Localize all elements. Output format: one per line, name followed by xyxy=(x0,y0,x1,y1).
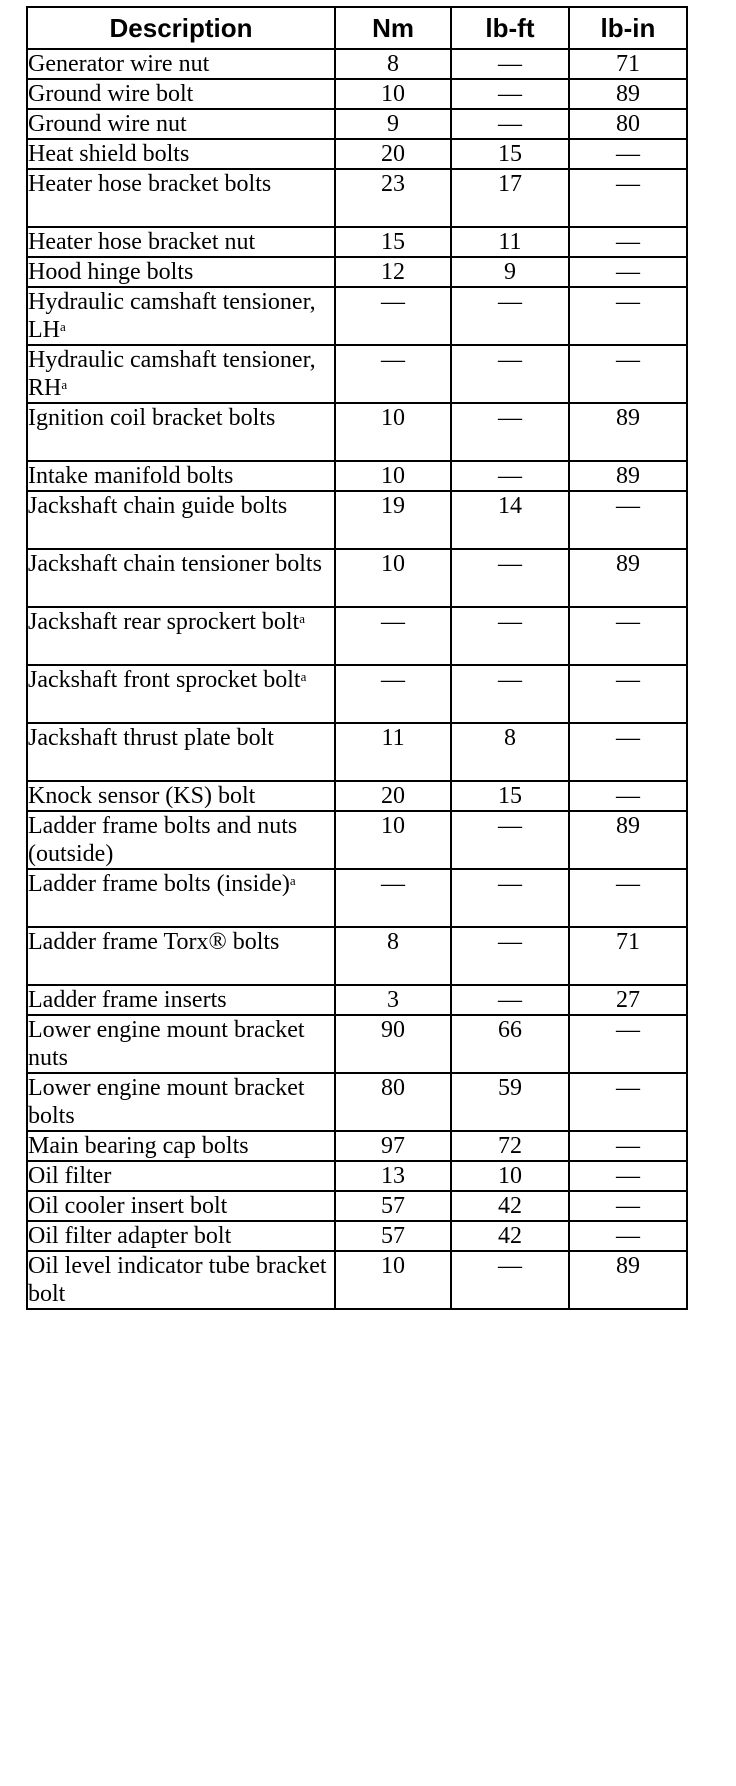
description-cell xyxy=(27,1191,335,1221)
footnote-marker: a xyxy=(61,377,68,392)
description-text: Heater hose bracket bolts xyxy=(28,171,272,197)
nm-cell: 10 xyxy=(335,811,451,869)
description-text: Ladder frame inserts xyxy=(28,987,227,1013)
lbft-cell: — xyxy=(451,549,569,607)
description-cell xyxy=(27,1221,335,1251)
lbft-cell: 9 xyxy=(451,257,569,287)
table-row xyxy=(27,461,687,491)
description-text: Ground wire bolt xyxy=(28,81,194,107)
nm-cell: 9 xyxy=(335,109,451,139)
nm-cell: 80 xyxy=(335,1073,451,1131)
description-text: Generator wire nut xyxy=(28,51,210,77)
lbin-cell: 89 xyxy=(569,1251,687,1309)
footnote-marker: a xyxy=(300,669,307,684)
lbft-cell: 11 xyxy=(451,227,569,257)
description-cell xyxy=(27,665,335,723)
description-text: Oil filter xyxy=(28,1163,112,1189)
description-text: Knock sensor (KS) bolt xyxy=(28,783,256,809)
description-cell xyxy=(27,287,335,345)
description-cell xyxy=(27,1015,335,1073)
lbin-cell: — xyxy=(569,139,687,169)
nm-cell: — xyxy=(335,345,451,403)
nm-cell: 11 xyxy=(335,723,451,781)
description-text: Oil cooler insert bolt xyxy=(28,1193,228,1219)
lbin-cell: — xyxy=(569,1131,687,1161)
lbft-cell: — xyxy=(451,461,569,491)
lbft-cell: 15 xyxy=(451,781,569,811)
nm-cell: — xyxy=(335,869,451,927)
description-text: Intake manifold bolts xyxy=(28,463,234,489)
description-cell xyxy=(27,1073,335,1131)
description-cell xyxy=(27,345,335,403)
table-row xyxy=(27,1073,687,1131)
lbft-cell: — xyxy=(451,79,569,109)
lbin-cell: — xyxy=(569,665,687,723)
table-row xyxy=(27,257,687,287)
table-row xyxy=(27,1161,687,1191)
lbft-cell: — xyxy=(451,665,569,723)
header-nm: Nm xyxy=(335,7,451,49)
description-text: Hydraulic camshaft tensioner, LH xyxy=(28,289,316,343)
table-row xyxy=(27,927,687,985)
lbin-cell: 71 xyxy=(569,49,687,79)
lbin-cell: — xyxy=(569,1221,687,1251)
description-cell xyxy=(27,227,335,257)
lbft-cell: 59 xyxy=(451,1073,569,1131)
description-text: Jackshaft rear sprockert bolt xyxy=(28,609,300,635)
description-cell xyxy=(27,109,335,139)
table-row xyxy=(27,169,687,227)
lbft-cell: — xyxy=(451,403,569,461)
table-row xyxy=(27,985,687,1015)
lbft-cell: — xyxy=(451,1251,569,1309)
description-cell xyxy=(27,403,335,461)
description-text: Heat shield bolts xyxy=(28,141,190,167)
lbin-cell: — xyxy=(569,1015,687,1073)
nm-cell: 15 xyxy=(335,227,451,257)
table-row xyxy=(27,403,687,461)
lbft-cell: 72 xyxy=(451,1131,569,1161)
header-lbft: lb-ft xyxy=(451,7,569,49)
lbft-cell: 15 xyxy=(451,139,569,169)
table-row xyxy=(27,49,687,79)
lbft-cell: 17 xyxy=(451,169,569,227)
table-row xyxy=(27,345,687,403)
description-cell xyxy=(27,607,335,665)
table-body xyxy=(27,49,687,1309)
description-text: Ignition coil bracket bolts xyxy=(28,405,276,431)
lbft-cell: 42 xyxy=(451,1221,569,1251)
description-text: Hood hinge bolts xyxy=(28,259,194,285)
lbin-cell: — xyxy=(569,1073,687,1131)
table-row xyxy=(27,665,687,723)
description-cell xyxy=(27,257,335,287)
table-row xyxy=(27,1015,687,1073)
nm-cell: 19 xyxy=(335,491,451,549)
nm-cell: 10 xyxy=(335,549,451,607)
nm-cell: 10 xyxy=(335,79,451,109)
description-text: Oil filter adapter bolt xyxy=(28,1223,232,1249)
lbft-cell: — xyxy=(451,927,569,985)
lbft-cell: — xyxy=(451,607,569,665)
lbin-cell: 80 xyxy=(569,109,687,139)
lbin-cell: — xyxy=(569,1191,687,1221)
nm-cell: 10 xyxy=(335,1251,451,1309)
lbft-cell: — xyxy=(451,811,569,869)
nm-cell: 97 xyxy=(335,1131,451,1161)
description-text: Main bearing cap bolts xyxy=(28,1133,249,1159)
description-cell xyxy=(27,1131,335,1161)
table-row xyxy=(27,1191,687,1221)
description-cell xyxy=(27,491,335,549)
description-cell xyxy=(27,723,335,781)
table-row xyxy=(27,1221,687,1251)
description-text: Lower engine mount bracket bolts xyxy=(28,1075,305,1129)
lbin-cell: — xyxy=(569,869,687,927)
nm-cell: 20 xyxy=(335,139,451,169)
description-text: Ground wire nut xyxy=(28,111,187,137)
description-cell xyxy=(27,139,335,169)
header-lbin: lb-in xyxy=(569,7,687,49)
lbft-cell: 66 xyxy=(451,1015,569,1073)
lbin-cell: — xyxy=(569,287,687,345)
lbin-cell: 89 xyxy=(569,79,687,109)
table-row xyxy=(27,287,687,345)
nm-cell: — xyxy=(335,665,451,723)
description-text: Heater hose bracket nut xyxy=(28,229,256,255)
description-text: Jackshaft thrust plate bolt xyxy=(28,725,274,751)
description-cell xyxy=(27,869,335,927)
lbin-cell: — xyxy=(569,1161,687,1191)
lbin-cell: — xyxy=(569,723,687,781)
table-row xyxy=(27,491,687,549)
description-cell xyxy=(27,1161,335,1191)
nm-cell: 3 xyxy=(335,985,451,1015)
table-row xyxy=(27,781,687,811)
lbft-cell: — xyxy=(451,109,569,139)
lbin-cell: — xyxy=(569,345,687,403)
description-text: Ladder frame bolts (inside) xyxy=(28,871,290,897)
table-header-row xyxy=(27,7,687,49)
table-row xyxy=(27,723,687,781)
lbft-cell: — xyxy=(451,985,569,1015)
nm-cell: 13 xyxy=(335,1161,451,1191)
nm-cell: 23 xyxy=(335,169,451,227)
nm-cell: 57 xyxy=(335,1191,451,1221)
table-row xyxy=(27,549,687,607)
lbft-cell: — xyxy=(451,869,569,927)
nm-cell: 10 xyxy=(335,461,451,491)
nm-cell: 10 xyxy=(335,403,451,461)
lbin-cell: 89 xyxy=(569,461,687,491)
torque-spec-table-container xyxy=(26,6,688,1310)
nm-cell: 8 xyxy=(335,927,451,985)
description-cell xyxy=(27,985,335,1015)
description-cell xyxy=(27,1251,335,1309)
description-text: Ladder frame bolts and nuts (outside) xyxy=(28,813,298,867)
description-cell xyxy=(27,461,335,491)
nm-cell: 57 xyxy=(335,1221,451,1251)
lbin-cell: 71 xyxy=(569,927,687,985)
lbin-cell: 27 xyxy=(569,985,687,1015)
footnote-marker: a xyxy=(289,873,296,888)
description-text: Jackshaft chain tensioner bolts xyxy=(28,551,322,577)
nm-cell: 90 xyxy=(335,1015,451,1073)
table-row xyxy=(27,139,687,169)
table-row xyxy=(27,79,687,109)
table-row xyxy=(27,869,687,927)
lbin-cell: 89 xyxy=(569,403,687,461)
table-row xyxy=(27,1131,687,1161)
nm-cell: — xyxy=(335,607,451,665)
description-cell xyxy=(27,781,335,811)
lbft-cell: 14 xyxy=(451,491,569,549)
footnote-marker: a xyxy=(299,611,305,626)
description-text: Lower engine mount bracket nuts xyxy=(28,1017,305,1071)
description-text: Ladder frame Torx® bolts xyxy=(28,929,280,955)
lbft-cell: 8 xyxy=(451,723,569,781)
description-cell xyxy=(27,811,335,869)
nm-cell: 8 xyxy=(335,49,451,79)
lbin-cell: — xyxy=(569,257,687,287)
lbin-cell: 89 xyxy=(569,549,687,607)
lbin-cell: — xyxy=(569,607,687,665)
lbin-cell: — xyxy=(569,781,687,811)
lbft-cell: 10 xyxy=(451,1161,569,1191)
table-row xyxy=(27,811,687,869)
description-text: Jackshaft chain guide bolts xyxy=(28,493,288,519)
description-text: Oil level indicator tube bracket bolt xyxy=(28,1253,327,1307)
description-cell xyxy=(27,169,335,227)
description-cell xyxy=(27,49,335,79)
lbft-cell: — xyxy=(451,287,569,345)
lbft-cell: — xyxy=(451,345,569,403)
torque-spec-table xyxy=(26,6,688,1310)
nm-cell: 12 xyxy=(335,257,451,287)
lbin-cell: — xyxy=(569,227,687,257)
description-text: Hydraulic camshaft tensioner, RH xyxy=(28,347,316,401)
table-row xyxy=(27,227,687,257)
header-description: Description xyxy=(27,7,335,49)
table-row xyxy=(27,1251,687,1309)
nm-cell: — xyxy=(335,287,451,345)
table-row xyxy=(27,109,687,139)
footnote-marker: a xyxy=(60,319,66,334)
nm-cell: 20 xyxy=(335,781,451,811)
lbin-cell: — xyxy=(569,169,687,227)
lbin-cell: 89 xyxy=(569,811,687,869)
description-cell xyxy=(27,549,335,607)
lbft-cell: 42 xyxy=(451,1191,569,1221)
lbft-cell: — xyxy=(451,49,569,79)
description-cell xyxy=(27,927,335,985)
description-cell xyxy=(27,79,335,109)
description-text: Jackshaft front sprocket bolt xyxy=(28,667,301,693)
lbin-cell: — xyxy=(569,491,687,549)
table-row xyxy=(27,607,687,665)
